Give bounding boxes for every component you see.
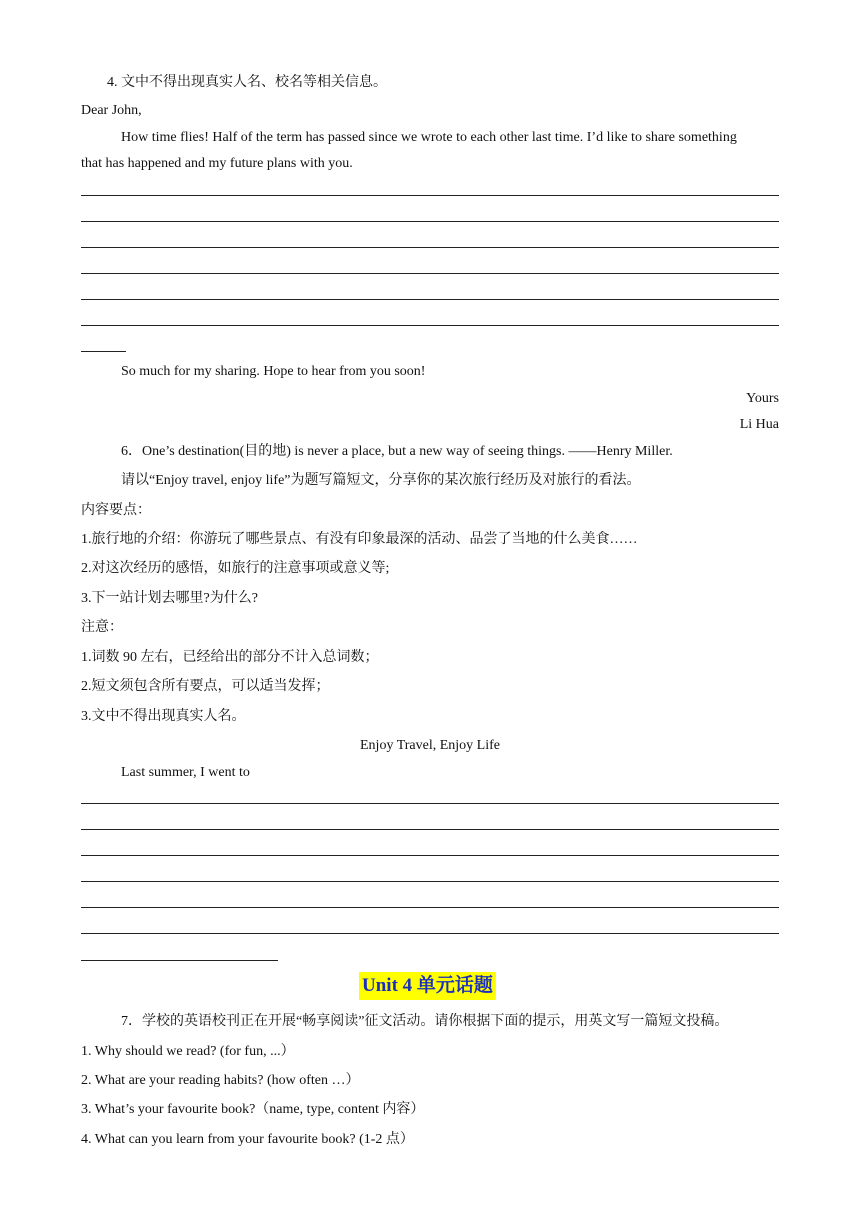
- writing-line: [81, 933, 779, 934]
- prompt-question-3: 3. What’s your favourite book?（name, type, content 内容）: [81, 1102, 425, 1117]
- letter-intro-line2: that has happened and my future plans with you.: [81, 156, 353, 171]
- prompt-question-4: 4. What can you learn from your favourite book? (1-2 点）: [81, 1132, 414, 1147]
- writing-line: [81, 351, 126, 352]
- note-4: 4. 文中不得出现真实人名、校名等相关信息。: [107, 75, 387, 90]
- writing-line: [81, 325, 779, 326]
- content-point-1: 1.旅行地的介绍：你游玩了哪些景点、有没有印象最深的活动、品尝了当地的什么美食……: [81, 532, 638, 547]
- writing-line: [81, 803, 779, 804]
- note-1: 1.词数 90 左右，已经给出的部分不计入总词数；: [81, 650, 379, 665]
- letter-closing: So much for my sharing. Hope to hear from you soon!: [121, 364, 426, 379]
- letter-signature: Li Hua: [739, 417, 779, 432]
- content-point-2: 2.对这次经历的感悟，如旅行的注意事项或意义等;: [81, 561, 390, 576]
- letter-intro-line1: How time flies! Half of the term has passed since we wrote to each other last time. I’d like to share something: [121, 130, 737, 145]
- essay-title: Enjoy Travel, Enjoy Life: [360, 738, 500, 753]
- writing-line: [81, 273, 779, 274]
- writing-line: [81, 195, 779, 196]
- question-7-intro: 7．学校的英语校刊正在开展“畅享阅读”征文活动。请你根据下面的提示，用英文写一篇短文投稿。: [121, 1014, 729, 1029]
- writing-line: [81, 299, 779, 300]
- note-2: 2.短文须包含所有要点，可以适当发挥；: [81, 679, 330, 694]
- letter-salutation: Dear John,: [81, 103, 142, 118]
- writing-line: [81, 907, 779, 908]
- question-6-quote: 6．One’s destination(目的地) is never a place, but a new way of seeing things. ——Henry Miller.: [121, 444, 673, 459]
- question-6-instruction: 请以“Enjoy travel, enjoy life”为题写篇短文，分享你的某次旅行经历及对旅行的看法。: [121, 473, 641, 488]
- essay-start: Last summer, I went to: [121, 765, 250, 780]
- writing-line: [81, 221, 779, 222]
- writing-line: [81, 247, 779, 248]
- writing-line: [81, 829, 779, 830]
- writing-line: [81, 960, 278, 961]
- notes-title: 注意：: [81, 620, 123, 635]
- letter-sign-off: Yours: [746, 391, 779, 406]
- note-3: 3.文中不得出现真实人名。: [81, 709, 246, 724]
- writing-line: [81, 881, 779, 882]
- unit-4-heading: Unit 4 单元话题: [359, 972, 496, 1000]
- content-points-title: 内容要点：: [81, 503, 151, 518]
- writing-line: [81, 855, 779, 856]
- prompt-question-1: 1. Why should we read? (for fun, ...）: [81, 1044, 295, 1059]
- prompt-question-2: 2. What are your reading habits? (how often …）: [81, 1073, 360, 1088]
- content-point-3: 3.下一站计划去哪里?为什么?: [81, 591, 258, 606]
